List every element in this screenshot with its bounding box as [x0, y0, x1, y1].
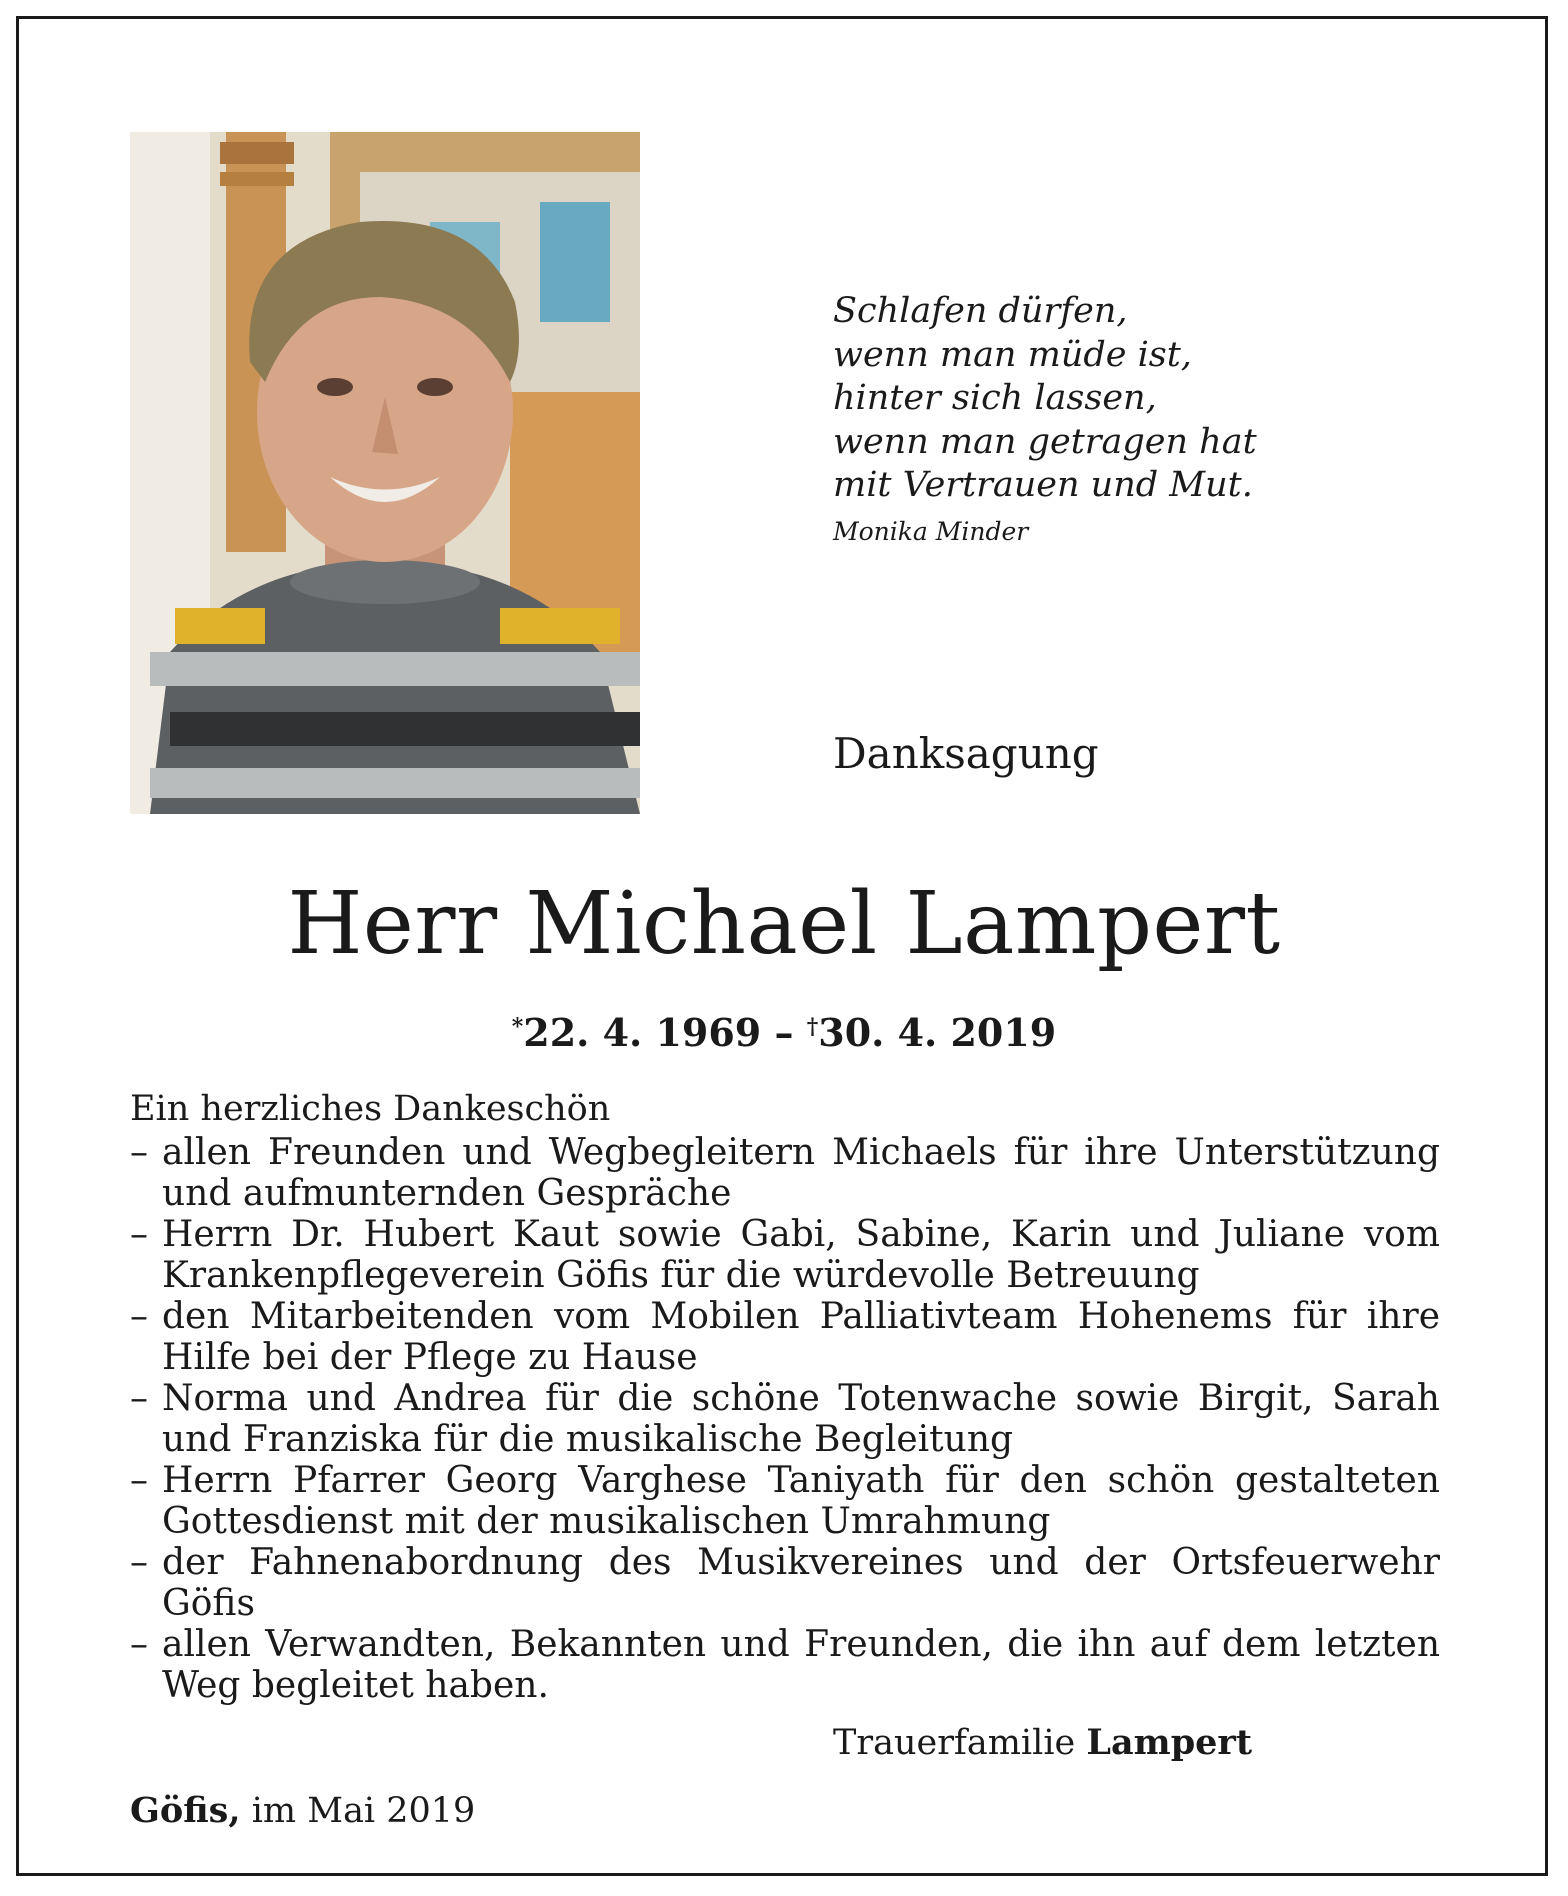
list-dash: –: [130, 1624, 148, 1665]
list-item-text: den Mitarbeitenden vom Mobilen Palliativteam Hohenems für ihre Hilfe bei der Pflege zu Hause: [162, 1296, 1440, 1378]
list-item-text: Herrn Dr. Hubert Kaut sowie Gabi, Sabine, Karin und Juliane vom Krankenpflegeverein Göfis für die würdevolle Betreuung: [162, 1214, 1440, 1296]
thanks-intro: Ein herzliches Dankeschön: [130, 1089, 611, 1129]
portrait-image: [130, 132, 640, 814]
list-item: [130, 1460, 1440, 1542]
poem: [833, 290, 1393, 552]
birth-date: 22. 4. 1969: [523, 1010, 762, 1055]
list-item: [130, 1378, 1440, 1460]
list-item-text: allen Verwandten, Bekannten und Freunden, die ihn auf dem letzten Weg begleitet haben.: [162, 1624, 1440, 1706]
place-date: [130, 1786, 475, 1836]
poem-line: hinter sich lassen,: [833, 378, 1157, 418]
life-dates: [0, 1002, 1568, 1058]
heading-danksagung: Danksagung: [833, 729, 1099, 778]
place-town: Göfis,: [130, 1790, 241, 1831]
poem-line: mit Vertrauen und Mut.: [833, 465, 1253, 505]
poem-author: Monika Minder: [833, 516, 1029, 546]
list-dash: –: [130, 1296, 148, 1337]
thanks-list: [130, 1132, 1440, 1706]
list-item: [130, 1624, 1440, 1706]
date-separator: –: [761, 1010, 807, 1055]
list-dash: –: [130, 1542, 148, 1583]
signature-prefix: Trauerfamilie: [833, 1723, 1076, 1763]
list-dash: –: [130, 1460, 148, 1501]
list-item: [130, 1132, 1440, 1214]
death-symbol: †: [806, 1014, 819, 1040]
list-item: [130, 1296, 1440, 1378]
deceased-name: Herr Michael Lampert: [287, 874, 1281, 974]
list-dash: –: [130, 1132, 148, 1173]
list-dash: –: [130, 1214, 148, 1255]
list-item: [130, 1542, 1440, 1624]
poem-line: Schlafen dürfen,: [833, 291, 1128, 331]
portrait-photo: [130, 132, 640, 814]
birth-symbol: *: [511, 1014, 524, 1040]
death-date: 30. 4. 2019: [818, 1010, 1057, 1055]
poem-line: wenn man müde ist,: [833, 334, 1192, 375]
list-item-text: allen Freunden und Wegbegleitern Michaels für ihre Unterstützung und aufmunternden Gespräche: [162, 1132, 1440, 1214]
list-item-text: Herrn Pfarrer Georg Varghese Taniyath für den schön gestalteten Gottesdienst mit der musikalischen Umrahmung: [162, 1460, 1440, 1542]
list-item-text: der Fahnenabordnung des Musikvereines und der Ortsfeuerwehr Göfis: [162, 1542, 1440, 1624]
list-item-text: Norma und Andrea für die schöne Totenwache sowie Birgit, Sarah und Franziska für die musikalische Begleitung: [162, 1378, 1440, 1460]
poem-line: wenn man getragen hat: [833, 421, 1257, 462]
signature-family: Lampert: [1086, 1722, 1253, 1763]
family-signature: [833, 1718, 1252, 1768]
list-dash: –: [130, 1378, 148, 1419]
place-date-text: im Mai 2019: [251, 1791, 476, 1831]
list-item: [130, 1214, 1440, 1296]
